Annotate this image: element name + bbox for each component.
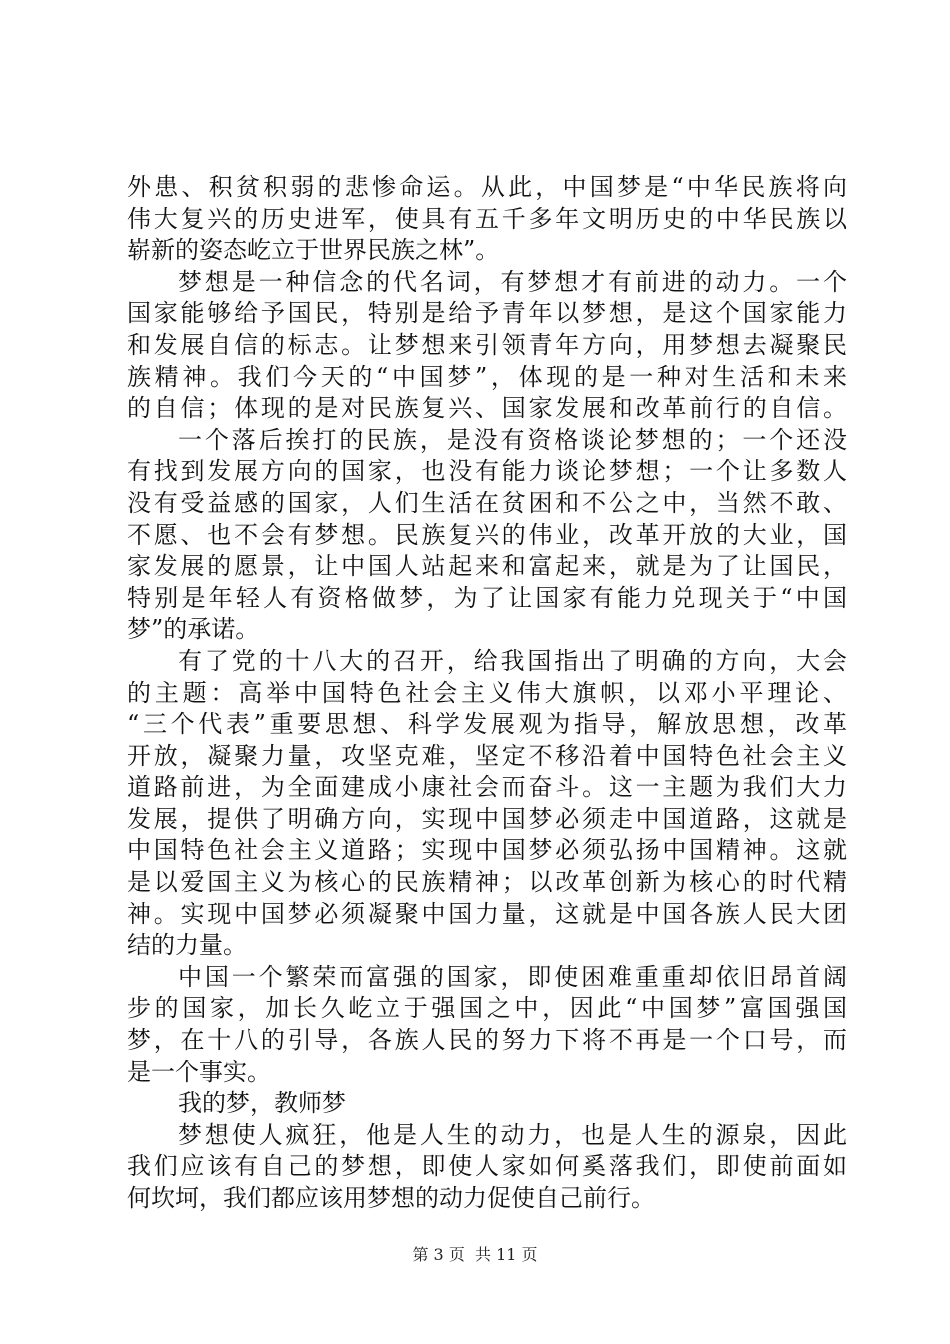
text-line: 梦，在十八的引导，各族人民的努力下将不再是一个口号，而 [127, 1026, 847, 1055]
text-line: 是一个事实。 [127, 1057, 271, 1086]
text-line: 结的力量。 [127, 931, 247, 960]
text-line: 族精神。我们今天的“中国梦”，体现的是一种对生活和未来 [127, 362, 847, 391]
text-line: 没有受益感的国家，人们生活在贫困和不公之中，当然不敢、 [127, 488, 847, 517]
text-line: 是以爱国主义为核心的民族精神；以改革创新为核心的时代精 [127, 868, 847, 897]
text-line: 外患、积贫积弱的悲惨命运。从此，中国梦是“中华民族将向 [127, 173, 847, 201]
paragraph-first-line: 梦想是一种信念的代名词，有梦想才有前进的动力。一个 [178, 267, 847, 296]
text-line: 不愿、也不会有梦想。民族复兴的伟业，改革开放的大业，国 [127, 520, 847, 549]
text-line: 何坎坷，我们都应该用梦想的动力促使自己前行。 [127, 1184, 655, 1212]
paragraph-first-line: 中国一个繁荣而富强的国家，即使困难重重却依旧昂首阔 [178, 962, 847, 991]
text-line: 步的国家，加长久屹立于强国之中，因此“中国梦”富国强国 [127, 994, 847, 1023]
text-line: 崭新的姿态屹立于世界民族之林”。 [127, 236, 500, 265]
text-line: 道路前进，为全面建成小康社会而奋斗。这一主题为我们大力 [127, 773, 847, 802]
text-line: 开放，凝聚力量，攻坚克难，坚定不移沿着中国特色社会主义 [127, 741, 847, 770]
paragraph-first-line: 有了党的十八大的召开，给我国指出了明确的方向，大会 [178, 646, 847, 675]
text-line: 特别是年轻人有资格做梦，为了让国家有能力兑现关于“中国 [127, 583, 847, 612]
section-heading: 我的梦，教师梦 [178, 1089, 346, 1118]
text-line: 发展，提供了明确方向，实现中国梦必须走中国道路，这就是 [127, 804, 847, 833]
text-line: 有找到发展方向的国家，也没有能力谈论梦想；一个让多数人 [127, 457, 847, 486]
text-line: 家发展的愿景，让中国人站起来和富起来，就是为了让国民， [127, 552, 847, 581]
page-number-label: 第 3 页 共 11 页 [412, 1245, 538, 1264]
body-text [127, 172, 847, 1215]
paragraph-first-line: 一个落后挨打的民族，是没有资格谈论梦想的；一个还没 [178, 425, 847, 454]
text-line: 我们应该有自己的梦想，即使人家如何奚落我们，即使前面如 [127, 1152, 847, 1181]
text-line: 中国特色社会主义道路；实现中国梦必须弘扬中国精神。这就 [127, 836, 847, 865]
text-line: 梦”的承诺。 [127, 615, 260, 644]
text-line: 和发展自信的标志。让梦想来引领青年方向，用梦想去凝聚民 [127, 330, 847, 359]
text-line: 神。实现中国梦必须凝聚中国力量，这就是中国各族人民大团 [127, 899, 847, 928]
text-line: 伟大复兴的历史进军，使具有五千多年文明历史的中华民族以 [127, 204, 847, 233]
text-line: 的主题：高举中国特色社会主义伟大旗帜，以邓小平理论、 [127, 678, 847, 707]
text-line: “三个代表”重要思想、科学发展观为指导，解放思想，改革 [127, 710, 847, 739]
page-footer [0, 1245, 950, 1265]
text-line: 的自信；体现的是对民族复兴、国家发展和改革前行的自信。 [127, 394, 847, 423]
text-line: 国家能够给予国民，特别是给予青年以梦想，是这个国家能力 [127, 299, 847, 328]
paragraph-first-line: 梦想使人疯狂，他是人生的动力，也是人生的源泉，因此 [178, 1120, 847, 1149]
